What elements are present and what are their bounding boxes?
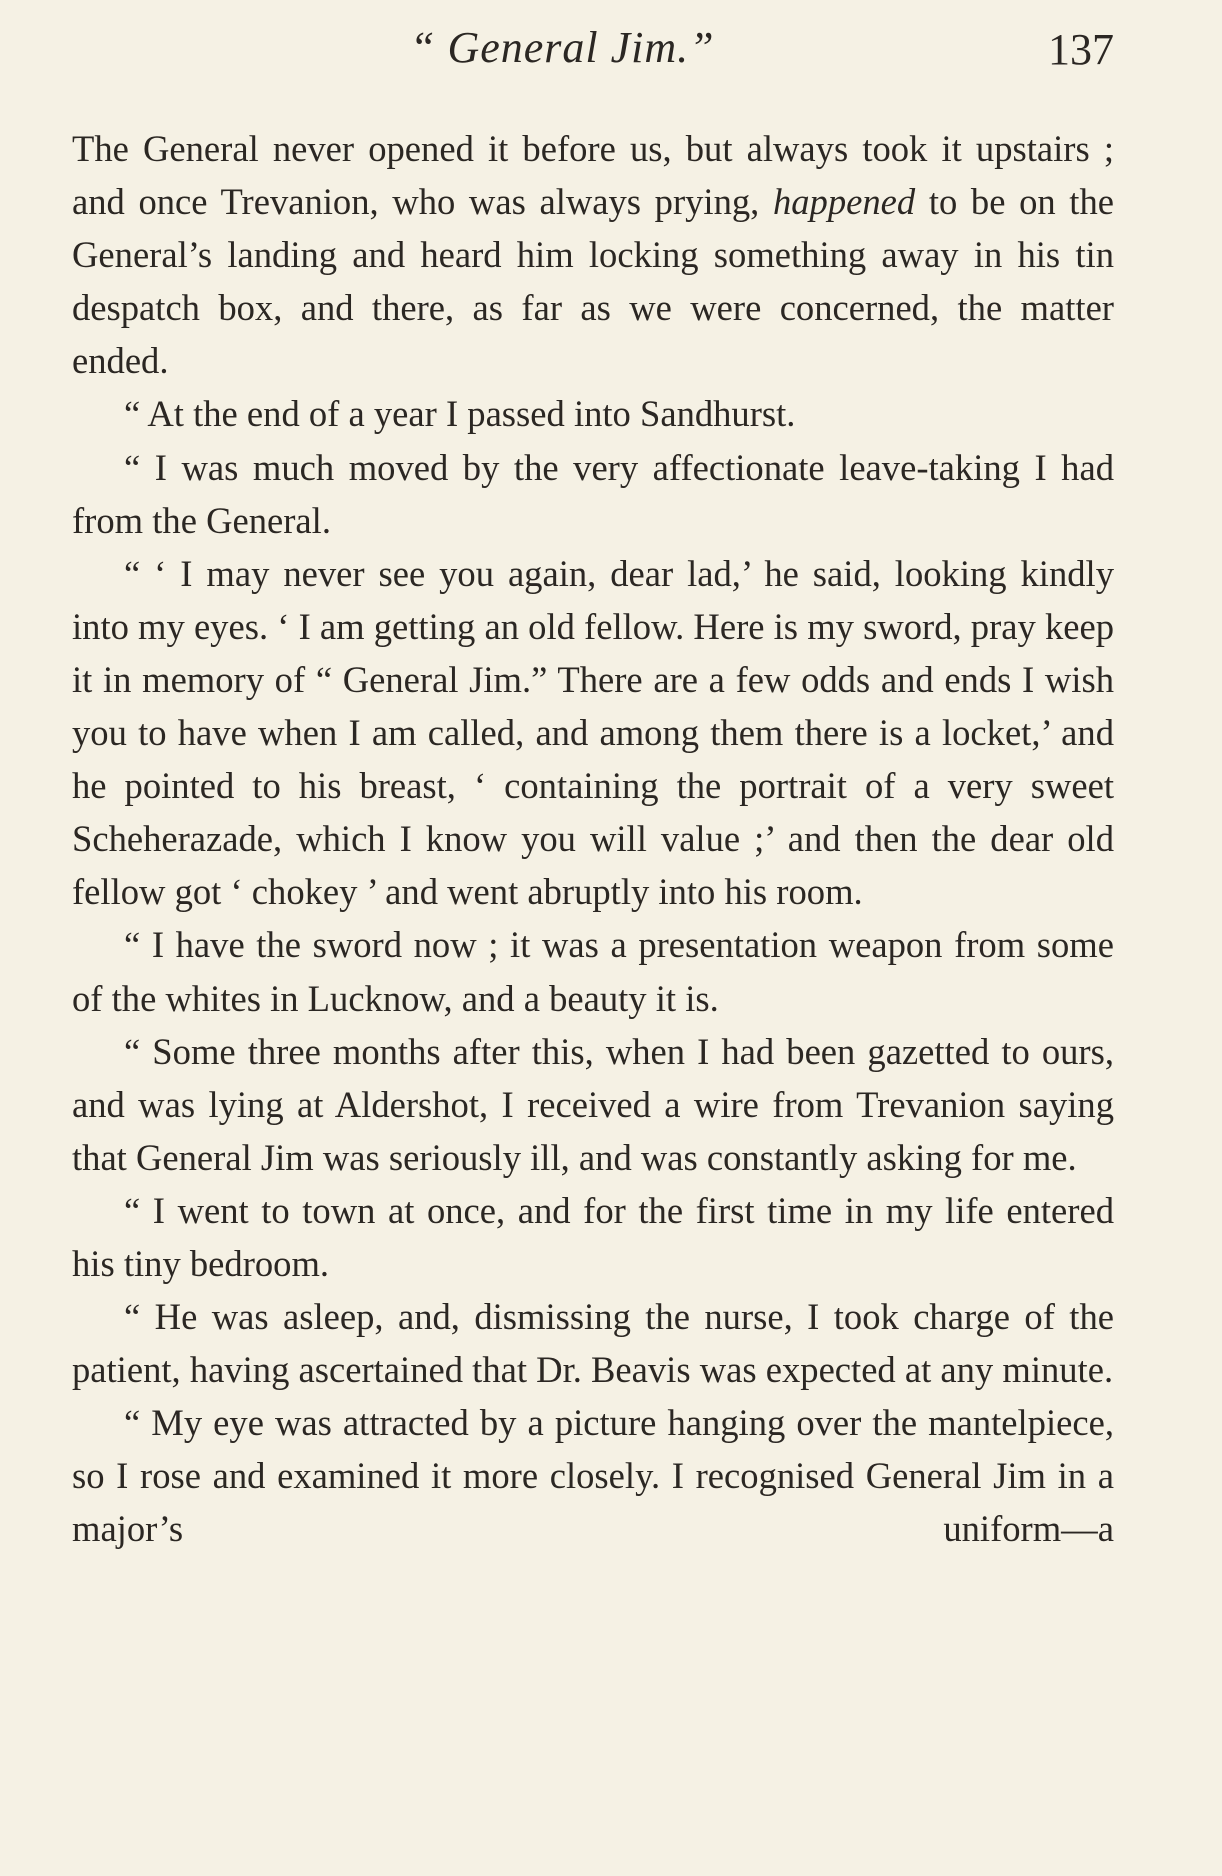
paragraph-1-text-a: The General never opened it before us, but always took it upstairs ; and once Trevanion, who was always prying, <box>72 128 1114 223</box>
paragraph-1 <box>72 122 1114 387</box>
paragraph-1-emphasis: happened <box>772 181 916 223</box>
body-text <box>72 122 1114 1556</box>
book-page <box>72 20 1114 1556</box>
paragraph-3: “ I was much moved by the very affectionate leave-taking I had from the General. <box>72 446 1114 541</box>
paragraph-8: “ He was asleep, and, dismissing the nurse, I took charge of the patient, having ascertained that Dr. Beavis was expected at any minute. <box>72 1296 1114 1391</box>
paragraph-4: “ ‘ I may never see you again, dear lad,’ he said, looking kindly into my eyes. ‘ I am getting an old fellow. Here is my sword, pray keep it in memory of “ General Jim.” There are a few odds and ends I wish you to have when I am called, and among them there is a locket,’ and he pointed to his breast, ‘ containing the portrait of a very sweet Scheherazade, which I know you will value ;’ and then the dear old fellow got ‘ chokey ’ and went abruptly into his room. <box>72 552 1114 913</box>
running-head: “ General Jim.” <box>410 23 715 72</box>
paragraph-2: “ At the end of a year I passed into Sandhurst. <box>124 393 796 435</box>
page-header <box>72 20 1114 100</box>
paragraph-6: “ Some three months after this, when I had been gazetted to ours, and was lying at Aldershot, I received a wire from Trevanion saying that General Jim was seriously ill, and was constantly asking for me. <box>72 1030 1114 1178</box>
page-number: 137 <box>1048 25 1114 74</box>
paragraph-9: “ My eye was attracted by a picture hanging over the mantelpiece, so I rose and examined it more closely. I recognised General Jim in a major’s uniform—a <box>72 1402 1114 1550</box>
paragraph-7: “ I went to town at once, and for the first time in my life entered his tiny bedroom. <box>72 1189 1114 1284</box>
paragraph-5: “ I have the sword now ; it was a presentation weapon from some of the whites in Lucknow, and a beauty it is. <box>72 924 1114 1019</box>
paragraph-1-text-b: to be on the General’s landing and heard him locking something away in his tin despatch box, and there, as far as we were concerned, the matter ended. <box>72 181 1114 382</box>
